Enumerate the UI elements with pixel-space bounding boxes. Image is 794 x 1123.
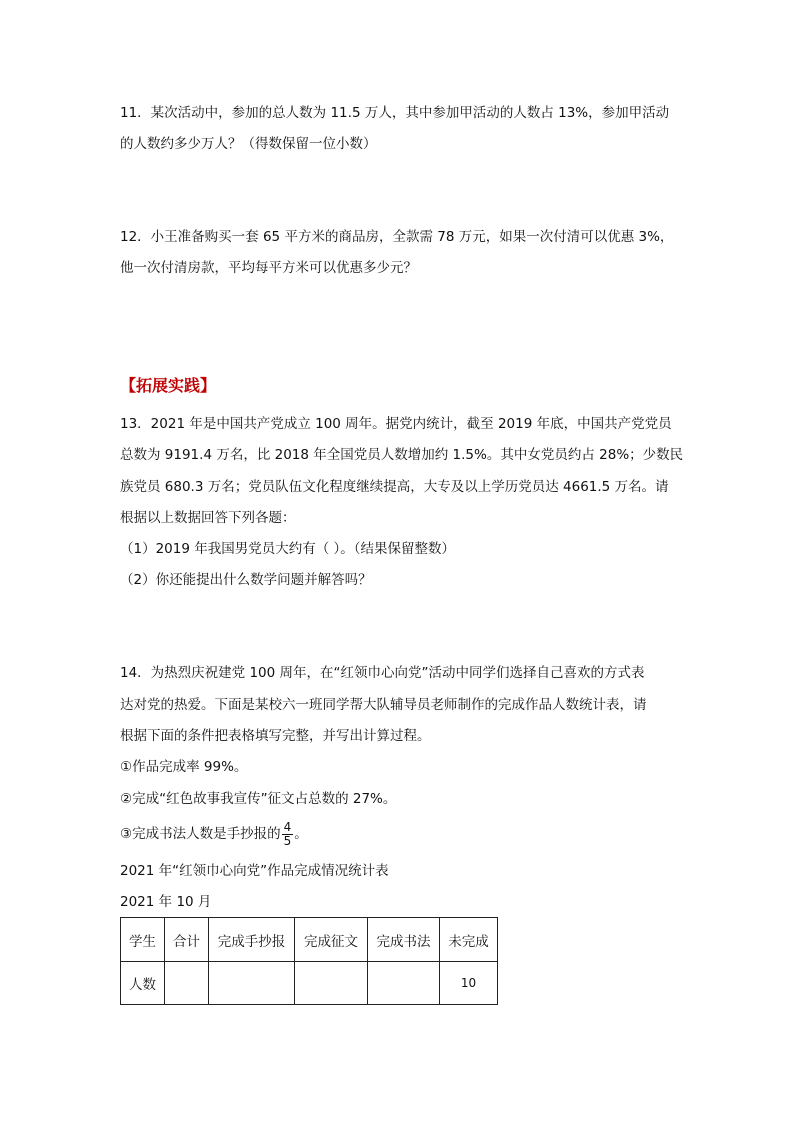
header-students: 学生	[121, 918, 165, 962]
q14-condition-2: ②完成“红色故事我宣传”征文占总数的 27%。	[120, 791, 397, 807]
q11-line-1: 11．某次活动中，参加的总人数为 11.5 万人，其中参加甲活动的人数占 13%，参加甲活动	[120, 105, 670, 121]
section-title: 【拓展实践】	[120, 376, 217, 395]
cell-total[interactable]	[165, 962, 209, 1005]
header-essay: 完成征文	[295, 918, 368, 962]
condition-3-suffix: 。	[294, 826, 308, 842]
header-total: 合计	[165, 918, 209, 962]
condition-3-text: ③完成书法人数是手抄报的	[120, 826, 281, 842]
fraction-four-fifths	[282, 821, 294, 848]
cell-handwritten-newspaper[interactable]	[209, 962, 295, 1005]
table-date: 2021 年 10 月	[120, 894, 212, 910]
q11-line-2: 的人数约多少万人？（得数保留一位小数）	[120, 136, 377, 152]
q12-line-2: 他一次付清房款，平均每平方米可以优惠多少元？	[120, 260, 417, 276]
q14-line-2: 达对党的热爱。下面是某校六一班同学帮大队辅导员老师制作的完成作品人数统计表，请	[120, 697, 647, 713]
cell-incomplete: 10	[440, 962, 498, 1005]
header-calligraphy: 完成书法	[368, 918, 440, 962]
header-handwritten-newspaper: 完成手抄报	[209, 918, 295, 962]
fraction-numerator: 4	[283, 819, 292, 834]
table-header-row	[121, 918, 498, 962]
q14-line-1: 14．为热烈庆祝建党 100 周年，在“红领巾心向党”活动中同学们选择自己喜欢的方式表	[120, 665, 645, 681]
q14-condition-3	[120, 819, 308, 849]
fraction-denominator: 5	[283, 833, 292, 848]
cell-essay[interactable]	[295, 962, 368, 1005]
cell-calligraphy[interactable]	[368, 962, 440, 1005]
q13-sub-2: （2）你还能提出什么数学问题并解答吗？	[120, 572, 372, 588]
q14-condition-1: ①作品完成率 99%。	[120, 759, 248, 775]
row-label-count: 人数	[121, 962, 165, 1005]
q12-line-1: 12．小王准备购买一套 65 平方米的商品房，全款需 78 万元，如果一次付清可以优惠 3%，	[120, 229, 674, 245]
q13-sub-1: （1）2019 年我国男党员大约有（ ）。（结果保留整数）	[120, 541, 456, 557]
q13-line-1: 13．2021 年是中国共产党成立 100 周年。据党内统计，截至 2019 年底，中国共产党党员	[120, 416, 672, 432]
header-incomplete: 未完成	[440, 918, 498, 962]
table-row	[121, 962, 498, 1005]
q13-line-3: 族党员 680.3 万名；党员队伍文化程度继续提高，大专及以上学历党员达 4661.5 万名。请	[120, 479, 669, 495]
statistics-table	[120, 917, 498, 1005]
q14-line-3: 根据下面的条件把表格填写完整，并写出计算过程。	[120, 728, 431, 744]
q13-line-4: 根据以上数据回答下列各题：	[120, 510, 296, 526]
q13-line-2: 总数为 9191.4 万名，比 2018 年全国党员人数增加约 1.5%。其中女党员约占 28%；少数民	[120, 447, 684, 463]
table-title: 2021 年“红领巾心向党”作品完成情况统计表	[120, 863, 389, 879]
